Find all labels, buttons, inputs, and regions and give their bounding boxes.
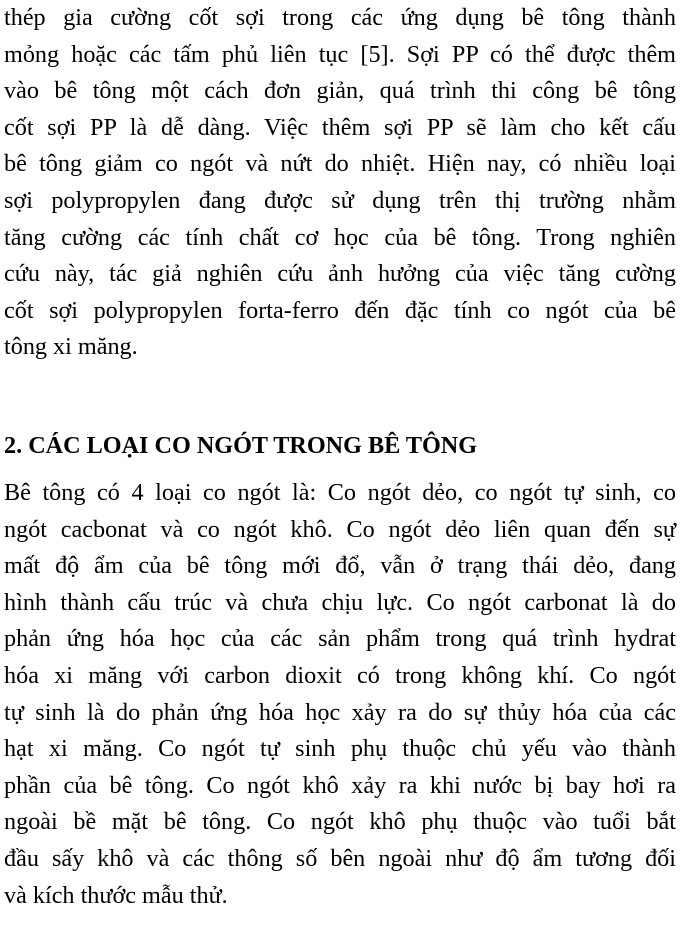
paragraph-line: và kích thước mẫu thử. (4, 881, 228, 909)
paragraph-line: tông xi măng. (4, 333, 138, 361)
section-heading: 2. CÁC LOẠI CO NGÓT TRONG BÊ TÔNG (4, 432, 478, 459)
paragraph-line: mất độ ẩm của bê tông mới đổ, vẫn ở trạng thái dẻo, đang (4, 552, 676, 580)
paragraph-line: ngoài bề mặt bê tông. Co ngót khô phụ thuộc vào tuổi bắt (4, 808, 676, 836)
body-paragraph-shrinkage-types (4, 475, 676, 914)
paragraph-line: cốt sợi PP là dễ dàng. Việc thêm sợi PP sẽ làm cho kết cấu (4, 113, 676, 141)
paragraph-line: đầu sấy khô và các thông số bên ngoài như độ ẩm tương đối (4, 844, 676, 872)
paragraph-line: hóa xi măng với carbon dioxit có trong không khí. Co ngót (4, 661, 676, 689)
paragraph-line: thép gia cường cốt sợi trong các ứng dụng bê tông thành (4, 4, 676, 31)
body-paragraph-intro (4, 0, 676, 366)
paragraph-line: vào bê tông một cách đơn giản, quá trình thi công bê tông (4, 77, 676, 105)
paragraph-line: hạt xi măng. Co ngót tự sinh phụ thuộc chủ yếu vào thành (4, 735, 676, 763)
paragraph-line: Bê tông có 4 loại co ngót là: Co ngót dẻo, co ngót tự sinh, co (4, 479, 676, 506)
paragraph-line: cốt sợi polypropylen forta-ferro đến đặc tính co ngót của bê (4, 296, 676, 324)
paragraph-line: tăng cường các tính chất cơ học của bê tông. Trong nghiên (4, 223, 676, 251)
paragraph-line: mỏng hoặc các tấm phủ liên tục [5]. Sợi PP có thể được thêm (4, 40, 676, 68)
paragraph-line: phản ứng hóa học của các sản phẩm trong quá trình hydrat (4, 625, 676, 653)
paragraph-line: ngót cacbonat và co ngót khô. Co ngót dẻo liên quan đến sự (4, 515, 676, 543)
paragraph-line: cứu này, tác giả nghiên cứu ảnh hưởng của việc tăng cường (4, 260, 676, 288)
paragraph-line: sợi polypropylen đang được sử dụng trên thị trường nhằm (4, 186, 676, 214)
paragraph-line: tự sinh là do phản ứng hóa học xảy ra do sự thủy hóa của các (4, 698, 676, 726)
paragraph-line: phần của bê tông. Co ngót khô xảy ra khi nước bị bay hơi ra (4, 771, 676, 799)
paragraph-line: bê tông giảm co ngót và nứt do nhiệt. Hiện nay, có nhiều loại (4, 150, 676, 178)
paragraph-line: hình thành cấu trúc và chưa chịu lực. Co ngót carbonat là do (4, 588, 676, 616)
